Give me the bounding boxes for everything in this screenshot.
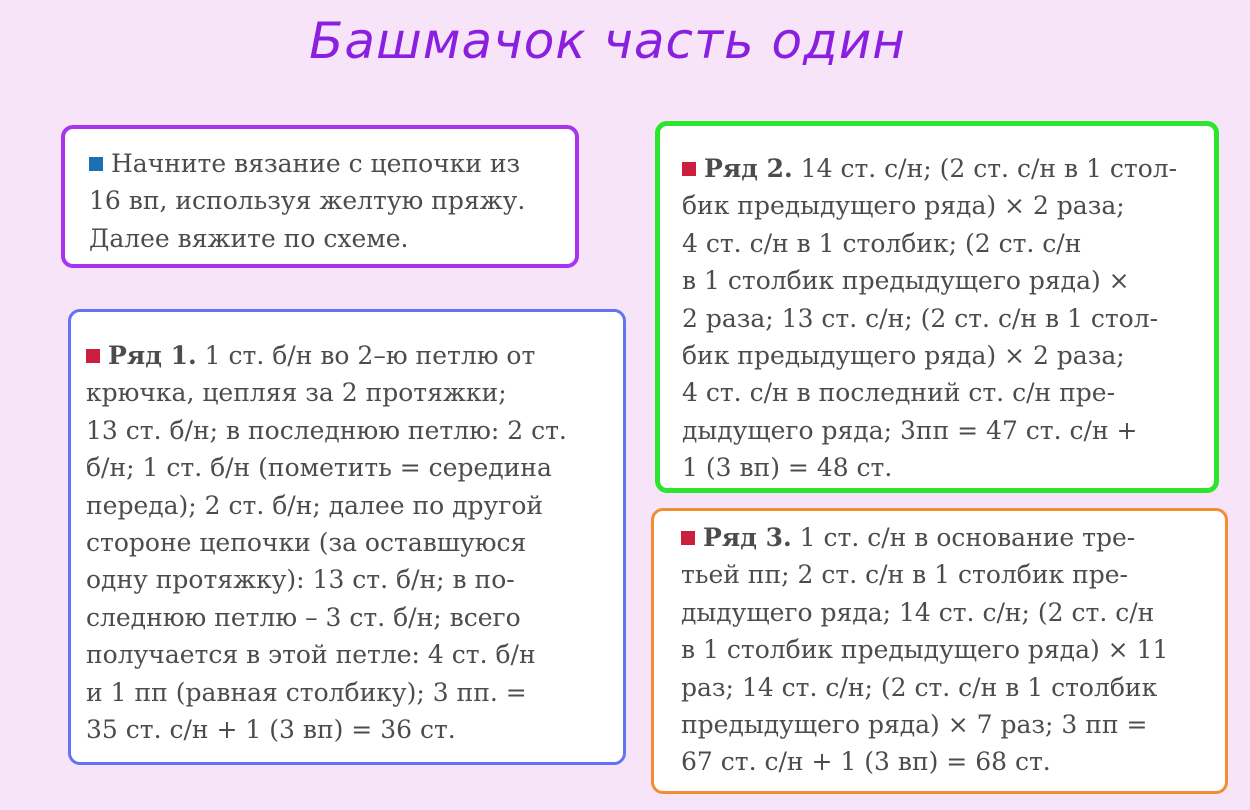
row1-card bbox=[68, 309, 626, 765]
row3-card bbox=[651, 508, 1228, 794]
row3-text bbox=[681, 519, 1219, 781]
row2-marker-icon bbox=[682, 162, 696, 176]
intro-body: Начните вязание с цепочки из 16 вп, используя желтую пряжу. Далее вяжите по схеме. bbox=[89, 149, 526, 253]
row1-label: Ряд 1. bbox=[108, 341, 197, 370]
row2-card bbox=[655, 121, 1219, 493]
row2-text bbox=[682, 150, 1210, 487]
page-title: Башмачок часть один bbox=[309, 12, 906, 70]
row3-marker-icon bbox=[681, 531, 695, 545]
row3-label: Ряд 3. bbox=[703, 523, 792, 552]
intro-marker-icon bbox=[89, 157, 103, 171]
row1-text bbox=[86, 337, 615, 748]
row2-label: Ряд 2. bbox=[704, 154, 793, 183]
row2-body: 14 ст. с/н; (2 ст. с/н в 1 стол- бик предыдущего ряда) × 2 раза; 4 ст. с/н в 1 столбик; (2 ст. с/н в 1 столбик предыдущего ряда) × 2 раза; 13 ст. с/н; (2 ст. с/н в 1 стол- бик предыдущего ряда) × 2 раза; 4 ст. с/н в последний ст. с/н пре- дыдущего ряда; 3пп = 47 ст. с/н + 1 (3 вп) = 48 ст. bbox=[682, 154, 1178, 483]
row1-body: 1 ст. б/н во 2–ю петлю от крючка, цепляя за 2 протяжки; 13 ст. б/н; в последнюю петлю: 2 ст. б/н; 1 ст. б/н (пометить = середина переда); 2 ст. б/н; далее по другой стороне цепочки (за оставшуюся одну протяжку): 13 ст. б/н; в по- следнюю петлю – 3 ст. б/н; всего получается в этой петле: 4 ст. б/н и 1 пп (равная столбику); 3 пп. = 35 ст. с/н + 1 (3 вп) = 36 ст. bbox=[86, 341, 567, 745]
intro-text bbox=[89, 145, 565, 257]
row3-body: 1 ст. с/н в основание тре- тьей пп; 2 ст. с/н в 1 столбик пре- дыдущего ряда; 14 ст. с/н; (2 ст. с/н в 1 столбик предыдущего ряда) × 11 раз; 14 ст. с/н; (2 ст. с/н в 1 столбик предыдущего ряда) × 7 раз; 3 пп = 67 ст. с/н + 1 (3 вп) = 68 ст. bbox=[681, 523, 1169, 777]
row1-marker-icon bbox=[86, 349, 100, 363]
intro-card bbox=[61, 125, 579, 268]
